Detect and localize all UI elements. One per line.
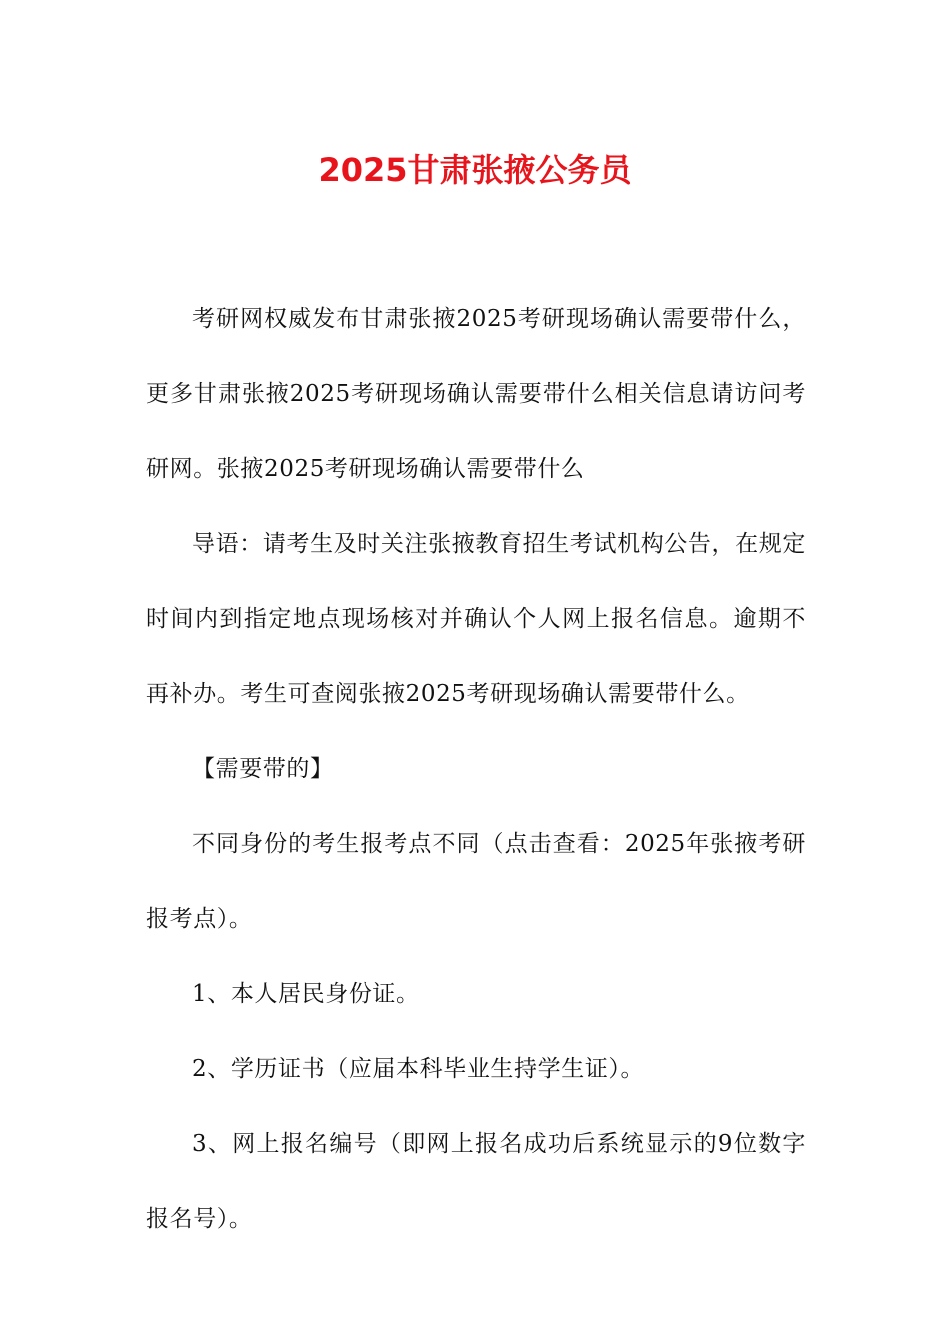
paragraph-exam-site-note: 不同身份的考生报考点不同（点击查看：2025年张掖考研报考点）。 — [146, 831, 806, 932]
paragraph-guide: 导语：请考生及时关注张掖教育招生考试机构公告，在规定时间内到指定地点现场核对并确认个人网上报名信息。逾期不再补办。考生可查阅张掖2025考研现场确认需要带什么。 — [146, 531, 806, 707]
list-item-registration-number: 3、网上报名编号（即网上报名成功后系统显示的9位数字报名号）。 — [146, 1131, 806, 1232]
document-title: 2025甘肃张掖公务员 — [318, 151, 632, 189]
list-item-id-card: 1、本人居民身份证。 — [192, 981, 420, 1007]
list-item-diploma: 2、学历证书（应届本科毕业生持学生证）。 — [192, 1056, 645, 1082]
paragraph-intro: 考研网权威发布甘肃张掖2025考研现场确认需要带什么，更多甘肃张掖2025考研现场确认需要带什么相关信息请访问考研网。张掖2025考研现场确认需要带什么 — [146, 306, 806, 482]
document-body — [146, 282, 806, 1257]
paragraph-section-heading: 【需要带的】 — [192, 756, 334, 782]
